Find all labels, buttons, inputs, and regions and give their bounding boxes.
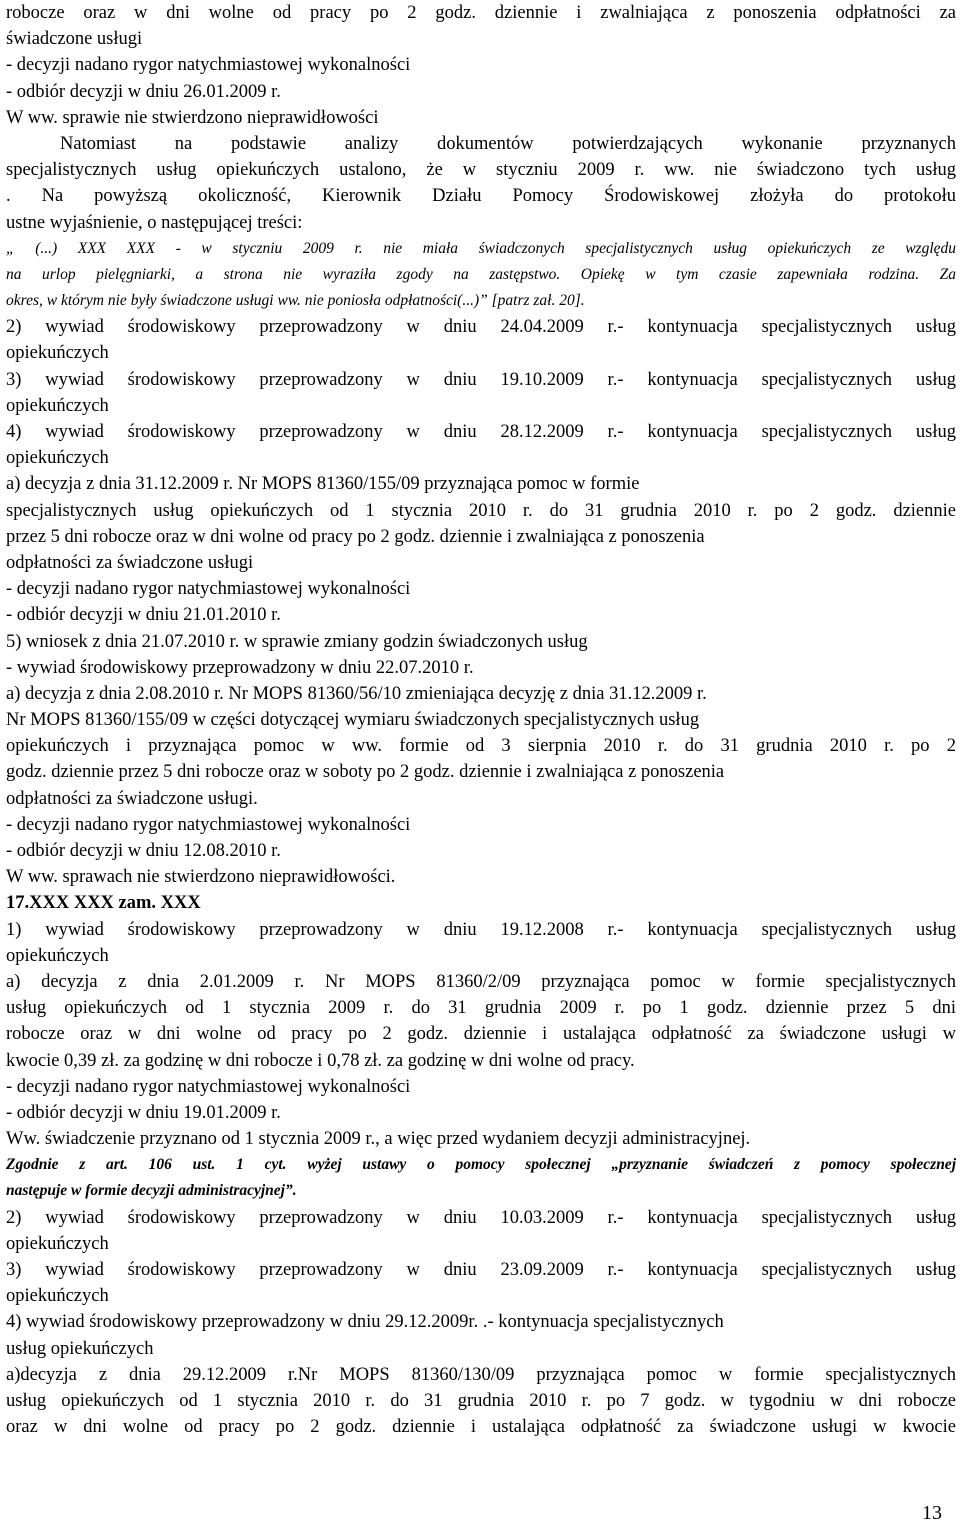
text-line: opiekuńczych [6, 343, 109, 364]
text-line: świadczone usługi [6, 29, 143, 50]
text-line: - decyzji nadano rygor natychmiastowej wykonalności [6, 814, 411, 835]
text-line: ustne wyjaśnienie, o następującej treści: [6, 212, 303, 233]
text-line: następuje w formie decyzji administracyjnej”. [6, 1182, 297, 1200]
text-line: robocze oraz w dni wolne od pracy po 2 godz. dziennie i ustalająca odpłatność za świadczone usługi w [6, 1024, 956, 1045]
text-line: a) decyzja z dnia 31.12.2009 r. Nr MOPS 81360/155/09 przyznająca pomoc w formie [6, 474, 640, 495]
text-line: 3) wywiad środowiskowy przeprowadzony w dniu 23.09.2009 r.- kontynuacja specjalistycznych usług [6, 1260, 956, 1280]
text-line: okres, w którym nie były świadczone usługi ww. nie poniosła odpłatności(...)” [patrz zał. 20]. [6, 292, 585, 310]
text-line: oraz w dni wolne od pracy po 2 godz. dziennie i ustalająca odpłatność za świadczone usługi w kwocie [6, 1417, 956, 1438]
text-line: a) decyzja z dnia 2.08.2010 r. Nr MOPS 81360/56/10 zmieniająca decyzję z dnia 31.12.2009 r. [6, 683, 707, 704]
text-line: - odbiór decyzji w dniu 21.01.2010 r. [6, 605, 281, 626]
text-line: W ww. sprawach nie stwierdzono nieprawidłowości. [6, 867, 396, 888]
text-line: 3) wywiad środowiskowy przeprowadzony w dniu 19.10.2009 r.- kontynuacja specjalistycznych usług [6, 369, 956, 390]
text-line: specjalistycznych usług opiekuńczych od 1 stycznia 2010 r. do 31 grudnia 2010 r. po 2 godz. dziennie [6, 500, 956, 521]
text-line: usług opiekuńczych [6, 1338, 154, 1359]
text-line: opiekuńczych i przyznająca pomoc w ww. formie od 3 sierpnia 2010 r. do 31 grudnia 2010 r. po 2 [6, 736, 956, 757]
text-line: - odbiór decyzji w dniu 26.01.2009 r. [6, 81, 281, 102]
text-line: 2) wywiad środowiskowy przeprowadzony w dniu 10.03.2009 r.- kontynuacja specjalistycznych usług [6, 1207, 956, 1228]
text-line: godz. dziennie przez 5 dni robocze oraz w soboty po 2 godz. dziennie i zwalniająca z ponoszenia [6, 762, 725, 783]
text-line: - decyzji nadano rygor natychmiastowej wykonalności [6, 55, 411, 76]
text-line: a) decyzja z dnia 2.01.2009 r. Nr MOPS 81360/2/09 przyznająca pomoc w formie specjalistycznych [6, 971, 956, 992]
text-line: Ww. świadczenie przyznano od 1 stycznia 2009 r., a więc przed wydaniem decyzji administracyjnej. [6, 1129, 751, 1150]
text-line: odpłatności za świadczone usługi. [6, 788, 258, 809]
text-line: Zgodnie z art. 106 ust. 1 cyt. wyżej ustawy o pomocy społecznej „przyznanie świadczeń z pomocy społecznej [6, 1156, 956, 1174]
text-line: „ (...) XXX XXX - w styczniu 2009 r. nie miała świadczonych specjalistycznych usług opiekuńczych ze względu [6, 239, 956, 257]
text-line: a)decyzja z dnia 29.12.2009 r.Nr MOPS 81360/130/09 przyznająca pomoc w formie specjalistycznych [6, 1364, 956, 1385]
text-line: 2) wywiad środowiskowy przeprowadzony w dniu 24.04.2009 r.- kontynuacja specjalistycznych usług [6, 317, 956, 338]
text-line: . Na powyższą okoliczność, Kierownik Działu Pomocy Środowiskowej złożyła do protokołu [6, 186, 956, 207]
text-line: W ww. sprawie nie stwierdzono nieprawidłowości [6, 107, 379, 128]
text-line: Natomiast na podstawie analizy dokumentów potwierdzających wykonanie przyznanych [60, 133, 956, 154]
page-number: 13 [922, 1502, 942, 1524]
text-line: specjalistycznych usług opiekuńczych ustalono, że w styczniu 2009 r. ww. nie świadczono tych usług [6, 160, 956, 181]
text-line: 4) wywiad środowiskowy przeprowadzony w dniu 28.12.2009 r.- kontynuacja specjalistycznych usług [6, 422, 956, 442]
text-line: usług opiekuńczych od 1 stycznia 2010 r. do 31 grudnia 2010 r. po 7 godz. w tygodniu w dni robocze [6, 1390, 956, 1411]
text-line: kwocie 0,39 zł. za godzinę w dni robocze i 0,78 zł. za godzinę w dni wolne od pracy. [6, 1050, 635, 1071]
text-line: Nr MOPS 81360/155/09 w części dotyczącej wymiaru świadczonych specjalistycznych usług [6, 710, 700, 731]
text-line: - odbiór decyzji w dniu 19.01.2009 r. [6, 1102, 281, 1123]
text-line: na urlop pielęgniarki, a strona nie wyraziła zgody na zastępstwo. Opiekę w tym czasie zapewniała rodzina. Za [6, 265, 956, 283]
text-line: opiekuńczych [6, 1233, 109, 1254]
text-line: opiekuńczych [6, 1286, 109, 1307]
text-line: robocze oraz w dni wolne od pracy po 2 godz. dziennie i zwalniająca z ponoszenia odpłatności za [6, 3, 956, 23]
text-line: usług opiekuńczych od 1 stycznia 2009 r. do 31 grudnia 2009 r. po 1 godz. dziennie przez 5 dni [6, 998, 956, 1019]
text-line: - odbiór decyzji w dniu 12.08.2010 r. [6, 841, 281, 861]
text-line: opiekuńczych [6, 945, 109, 966]
document-page [6, 0, 956, 1440]
text-line: opiekuńczych [6, 395, 109, 416]
text-line: przez 5 dni robocze oraz w dni wolne od pracy po 2 godz. dziennie i zwalniająca z ponoszenia [6, 526, 705, 547]
text-line: 4) wywiad środowiskowy przeprowadzony w dniu 29.12.2009r. .- kontynuacja specjalistycznych [6, 1312, 724, 1333]
text-line: odpłatności za świadczone usługi [6, 552, 254, 573]
text-line: - wywiad środowiskowy przeprowadzony w dniu 22.07.2010 r. [6, 657, 474, 678]
text-line: 1) wywiad środowiskowy przeprowadzony w dniu 19.12.2008 r.- kontynuacja specjalistycznych usług [6, 919, 956, 940]
text-line: 17.XXX XXX zam. XXX [6, 893, 201, 914]
text-line: 5) wniosek z dnia 21.07.2010 r. w sprawie zmiany godzin świadczonych usług [6, 631, 588, 652]
text-line: - decyzji nadano rygor natychmiastowej wykonalności [6, 579, 411, 600]
text-line: - decyzji nadano rygor natychmiastowej wykonalności [6, 1076, 411, 1097]
text-line: opiekuńczych [6, 448, 109, 469]
